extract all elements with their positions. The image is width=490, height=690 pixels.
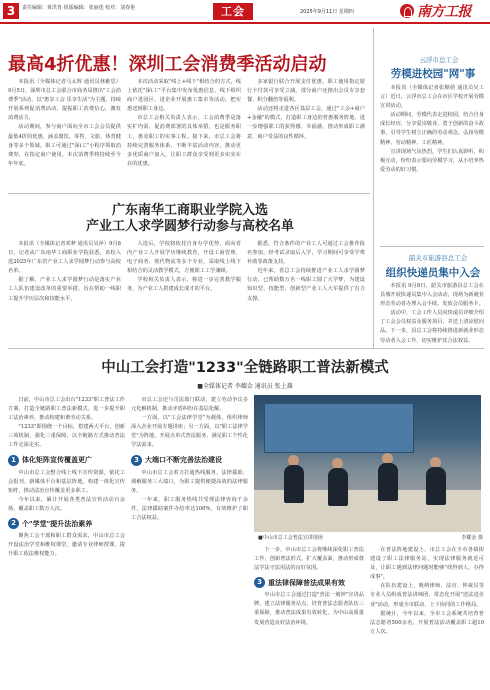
photo-person xyxy=(284,465,304,503)
paragraph: 在普法阵地建设上，市总工会在全市各镇街建设了职工法律服务站，实现法律服务就近可及，让职工遇到法律问题时能够"找得到人、办得成事"。 xyxy=(370,547,484,581)
section-tag: 工会 xyxy=(213,3,253,20)
subheading-text: 大端口不断完善法治建设 xyxy=(145,456,222,465)
paragraph: 日前，中山市总工会出台"1233"职工普法工作方案，打造全链路职工普法新模式，进一步提升职工法治素养，推动构建和谐劳动关系。 xyxy=(8,397,125,422)
story3-column-1 xyxy=(8,396,125,686)
sidebar1-headline: 劳模进校园"网"事 xyxy=(390,68,476,80)
sidebar1-body xyxy=(380,84,484,242)
subheading xyxy=(8,518,125,529)
sidebar2-kicker: 韶关市旅游县总工会 xyxy=(408,254,468,262)
paragraph: 近年来，省总工会持续推进产业工人求学圆梦行动，已帮助数万名一线职工圆了大学梦，为建设知识型、技能型、创新型产业工人大军提供了有力支撑。 xyxy=(247,268,365,302)
subheading-number: 1 xyxy=(8,455,19,466)
paragraph: 本报讯（全媒体记者张顺倩 通讯员吴工言）近日，云浮市总工会在市区学校开展劳模宣讲活动。 xyxy=(380,85,484,110)
column-divider xyxy=(373,28,374,348)
paragraph: 中山市总工会整合线上线下宣传资源，依托工会报刊、新媒体平台和基层阵地，构建一体化宣传矩阵，推动法治宣传覆盖更多职工。 xyxy=(8,469,125,494)
masthead-rule xyxy=(0,22,490,24)
story3-byline: ■全媒体记者 李耀金 通讯员 张上雄 xyxy=(197,383,293,390)
paragraph: 中山市总工会着力打通热线服务、法律援助、调解服务三大端口，为职工提供便捷高效的法律服务。 xyxy=(131,469,248,494)
subheading-text: 重法律保障普法成果有效 xyxy=(268,578,345,587)
logo-text: 南方工报 xyxy=(417,4,471,20)
story2-headline-line2: 产业工人求学圆梦行动参与高校名单 xyxy=(85,219,294,234)
paragraph: 本报讯（全媒体记者邓梦 通讯员吴萍）9月8日，记者从广东南华工商职业学院获悉，该校入选2025年广东省产业工人求学圆梦行动参与高校名单。 xyxy=(8,241,121,275)
editor-credits: 责任编辑：黄洪育 组版编辑：张丽莲 校对：刘春艳 xyxy=(22,5,136,11)
paragraph: 本次活动采取"线上+线下"相结合的方式，线上依托"深i工"平台集中发布优惠信息，线下组织商户进园区、进企业开展惠工集市等活动，把实惠送到职工身边。 xyxy=(127,79,241,113)
masthead xyxy=(0,0,490,23)
paragraph: 市总工会还与司法部门联动，建立劳动争议多元化解机制，推动矛盾纠纷在基层化解。 xyxy=(131,397,248,413)
paragraph: 聚焦工会干部和职工群众需求，中山市总工会开设法治学堂和维权课堂，邀请专业律师授课，提升职工依法维权能力。 xyxy=(8,533,125,558)
subheading-text: 体化矩阵宣传覆盖更广 xyxy=(22,456,92,465)
paragraph: 今年以来，累计开展各类普法宣传活动百余场，覆盖职工数万人次。 xyxy=(8,496,125,512)
story1-headline: 最高4折优惠！深圳工会消费季活动启动 xyxy=(8,54,327,75)
paragraph: 多家银行联合开展支付优惠，职工使用指定银行卡付款可享受立减。部分商户还推出会员专享套餐、积分翻倍等福利。 xyxy=(247,79,365,104)
section-divider xyxy=(8,193,370,194)
story2-headline-line1: 广东南华工商职业学院入选 xyxy=(111,203,268,218)
story1-column-3 xyxy=(247,78,365,190)
paragraph: 宣讲现场气氛热烈，学生们认真聆听，积极互动，纷纷表示要向劳模学习，从小培养热爱劳动的好习惯。 xyxy=(380,148,484,173)
story3-column-4 xyxy=(370,546,484,686)
story1-column-1 xyxy=(8,78,121,190)
paragraph: 在队伍建设上，吸纳律师、法官、仲裁员等专业人员组成普法讲师团，常态化开展"送法进企业"活动，形成全市联动、上下协同的工作格局。 xyxy=(370,583,484,608)
subheading xyxy=(8,455,125,466)
story2-column-2 xyxy=(127,240,241,344)
photo-person xyxy=(328,468,348,506)
paragraph: 中山市总工会通过打造"普法一刻钟"宣讲品牌、建立法律服务站点、培育普法志愿者队伍三重保障，推动普法成果有效转化，为中山高质量发展营造良好法治环境。 xyxy=(254,592,364,626)
sidebar2-headline: 组织快递员集中入会 xyxy=(385,267,481,279)
paragraph: 学校相关负责人表示，将进一步完善教学服务，为产业工人搭建成长成才的平台。 xyxy=(127,277,241,293)
logo-emblem-icon xyxy=(400,4,414,18)
story3-column-3 xyxy=(254,546,364,686)
story2-column-1 xyxy=(8,240,121,344)
paragraph: 入选后，学校将依托自身办学优势，面向省内产业工人开展学历继续教育，开设工商管理、电子商务、现代物流等多个专业，采取线上线下相结合的灵活教学模式，方便职工工学兼顾。 xyxy=(127,241,241,275)
subheading-number: 2 xyxy=(8,518,19,529)
section-divider xyxy=(8,348,484,349)
newspaper-logo xyxy=(400,0,471,22)
paragraph: "1233"即围绕一个目标，搭建两大平台，创新三项机制，强化三重保障，以全链路方式推动普法工作走深走实。 xyxy=(8,424,125,449)
paragraph: 活动期间，参与商户面向全市工会会员提供最低4折的优惠，涵盖餐饮、零售、文旅、体育健身等多个领域。职工可通过"深i工"小程序领取消费券，在指定商户使用。本次消费季将持续至今年年底。 xyxy=(8,124,121,167)
page-number: 3 xyxy=(3,3,19,19)
projection-screen xyxy=(264,403,414,453)
sidebar-divider xyxy=(380,246,484,247)
subheading-number: 3 xyxy=(254,577,265,588)
paragraph: 据了解，产业工人求学圆梦行动是落实产业工人队伍建设改革的重要举措，旨在帮助一线职工提升学历层次和技能水平。 xyxy=(8,277,121,302)
sidebar1-kicker: 云浮市总工会 xyxy=(419,56,459,64)
paragraph: 据统计，今年以来，全市工会系统共培育普法志愿者500余名，开展普法活动覆盖职工超10万人次。 xyxy=(370,610,484,635)
story1-column-2 xyxy=(127,78,241,190)
story3-headline: 中山工会打造"1233"全链路职工普法新模式 xyxy=(101,360,389,376)
photo-credit: 李耀金 摄 xyxy=(461,535,483,541)
caption-text: ■中山市总工会普法宣讲现场 xyxy=(258,535,323,541)
paragraph: 市总工会相关负责人表示，工会消费季是落实扩内需、促消费部署的具体举措，也是服务职工、惠及职工的实事工程。接下来，市总工会将持续完善服务体系，不断丰富活动内容，推动更多优质商户加入，让职工群众享受到更多实实在在的优惠。 xyxy=(127,115,241,167)
paragraph: 本报讯（全媒体记者马太辉 通讯员林雅思）9月5日，深圳市总工会联合市商务局推出"工会消费季"活动，以"惠享工会 乐享生活"为主题，持续开展系列促消费活动，提振职工消费信心，激发消费活力。 xyxy=(8,79,121,122)
paragraph: 活动期间，劳模代表走进校园，结合自身成长经历，分享爱岗敬业、勇于创新的奋斗故事，引导学生树立正确的劳动观念，弘扬劳模精神、劳动精神、工匠精神。 xyxy=(380,112,484,146)
subheading xyxy=(131,455,248,466)
subheading-text: 个"学堂"提升法治素养 xyxy=(22,519,93,528)
photo-person xyxy=(378,463,398,501)
story3-column-2 xyxy=(131,396,248,686)
story2-column-3 xyxy=(247,240,365,344)
subheading xyxy=(254,577,364,588)
photo-person xyxy=(426,467,446,505)
issue-date: 2025年9月11日 星期四 xyxy=(300,9,354,15)
paragraph: 下一步，中山市总工会将继续深化职工普法工作，创新普法形式，扩大覆盖面，推动形成尊法学法守法用法的良好氛围。 xyxy=(254,547,364,572)
subheading-number: 3 xyxy=(131,455,142,466)
paragraph: 本报讯 9月8日，韶关市旅游县总工会在县城开展快递员集中入会活动，现场为新就业形态劳动者办理入会手续，发放会员服务卡。 xyxy=(380,283,484,308)
paragraph: 活动中，工会工作人员向快递员详细介绍了工会会员权益及服务项目，并送上清凉慰问品。下一步，县总工会将持续推进新就业形态劳动者入会工作，切实维护其合法权益。 xyxy=(380,310,484,344)
photo-caption xyxy=(258,534,483,541)
sidebar2-body xyxy=(380,282,484,344)
news-photo xyxy=(254,395,481,532)
paragraph: 一年来，职工服务热线共受理法律咨询千余件，法律援助案件办结率达100%，有效维护了职工合法权益。 xyxy=(131,496,248,522)
paragraph: 活动还将走进各区基层工会，通过"工会+商户+金融"的模式，打造职工身边的普惠服务阵地，进一步增强职工的获得感、幸福感，推动形成职工满意、商户受益的良性循环。 xyxy=(247,106,365,140)
paragraph: 据悉，符合条件的产业工人可通过工会推荐报名参加，经考试录取后入学，学习期间可享受学费补助等政策支持。 xyxy=(247,241,365,266)
paragraph: 一方面，以"工会法律学堂"为载体，组织律师深入企业开展专题讲座；另一方面，以"职工法律学堂"为阵地，开展点单式普法服务，满足职工个性化学法需求。 xyxy=(131,415,248,449)
